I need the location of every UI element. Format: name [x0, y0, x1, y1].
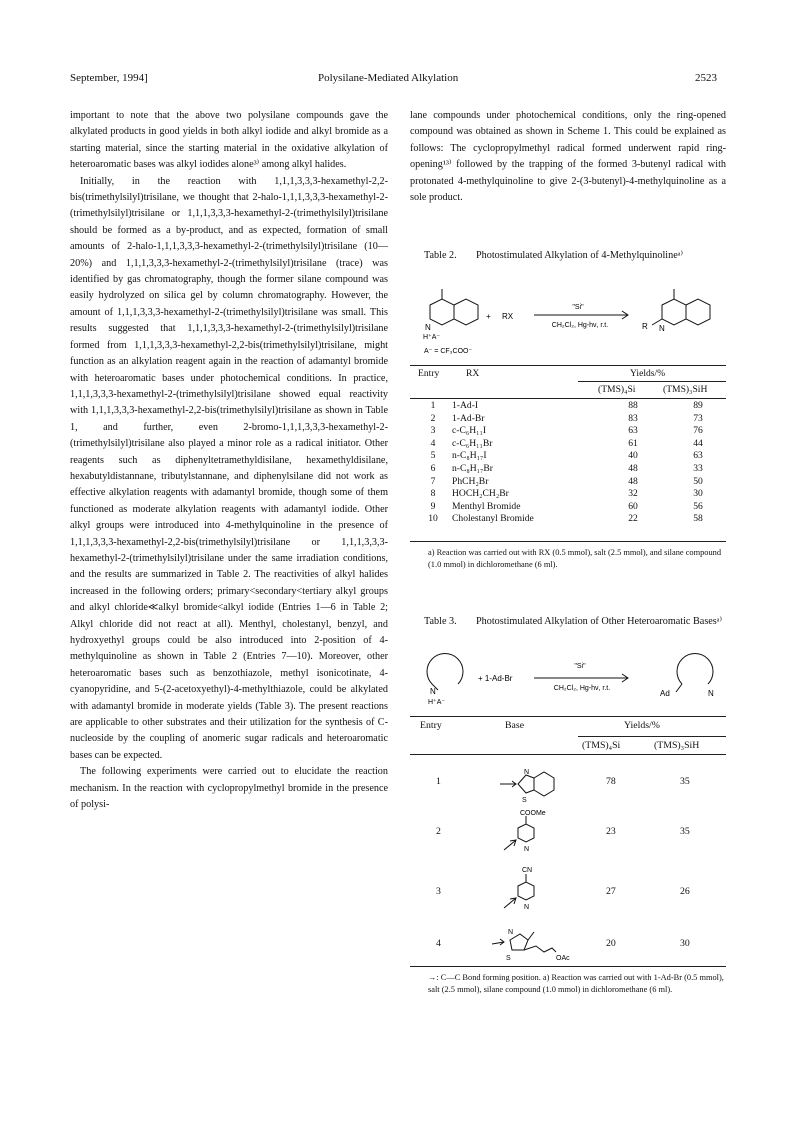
protonation-label: H⁺A⁻ [423, 334, 441, 341]
yield-tms3sih: 58 [693, 513, 703, 525]
yield-tms4si: 40 [628, 450, 638, 462]
running-header-title: Polysilane-Mediated Alkylation [318, 72, 459, 84]
entry-number: 4 [436, 938, 441, 949]
rx-cell: 1-Ad-Br [452, 412, 485, 424]
rx-cell: PhCH₂Br [452, 475, 489, 487]
rx-cell: Cholestanyl Bromide [452, 513, 534, 525]
entry-cell: 1 [430, 400, 436, 411]
entry-cell: 3 [430, 425, 436, 437]
right-column-paragraph: lane compounds under photochemical conditions, only the ring-opened compound was obtained as shown in Scheme 1. This could be explained as follows: The cyclopropylmethyl radical formed underwent rapid ring-opening¹³⁾ followed by the trapping of the formed 3-butenyl radical with protonated 4-methylquinoline to give 2-(3-butenyl)-4-methylquinoline as a sole product. [410, 110, 726, 204]
product-n-label: N [708, 689, 714, 698]
table3-header-yields: Yields/% [624, 720, 660, 731]
table2-header-tms4si: (TMS)₄Si [598, 384, 636, 395]
left-column [70, 108, 388, 813]
silane-reagent: "Si" [574, 663, 586, 670]
table-row [418, 438, 728, 451]
yield-tms3sih: 89 [693, 400, 703, 411]
table-row [418, 513, 728, 526]
yield-tms4si: 61 [628, 437, 638, 449]
yield-tms4si: 78 [606, 776, 616, 787]
entry-cell: 8 [430, 488, 436, 500]
entry-cell: 5 [430, 450, 436, 462]
table-row [410, 806, 726, 862]
table-row [418, 400, 728, 413]
table2-header-tms3sih: (TMS)₃SiH [663, 384, 708, 395]
rx-cell: HOCH₂CH₂Br [452, 488, 509, 500]
atom-cn: CN [522, 867, 533, 874]
benzothiazole-structure [498, 762, 568, 806]
table3-header-tms4si: (TMS)₄Si [582, 740, 621, 751]
atom-coome: COOMe [520, 810, 546, 817]
plus-sign: + [486, 312, 491, 321]
table-row [418, 488, 728, 501]
table-row [418, 463, 728, 476]
product-r-label: R [642, 322, 648, 331]
rx-cell: Menthyl Bromide [452, 500, 521, 512]
table3-header-subrule [578, 736, 726, 737]
silane-reagent: "Si" [572, 304, 584, 311]
yield-tms4si: 83 [628, 412, 638, 424]
table2-header-entry: Entry [418, 368, 440, 379]
conditions: CH₂Cl₂, Hg-hν, r.t. [551, 322, 609, 329]
table-row [418, 425, 728, 438]
table2-label: Table 2. [424, 250, 457, 261]
table2-header-subrule [578, 381, 726, 382]
table2-footnote: a) Reaction was carried out with RX (0.5 mmol), salt (2.5 mmol), and silane compound (1.0 mmol) in dichloromethane (6 ml). [428, 548, 722, 570]
rx-reagent: RX [502, 312, 514, 321]
rx-cell: 1-Ad-I [452, 400, 479, 411]
yield-tms4si: 63 [628, 425, 638, 437]
table3-caption [424, 614, 724, 629]
table-row [418, 413, 728, 426]
table2-bottom-rule [410, 541, 726, 542]
paragraph: important to note that the above two polysilane compounds gave the alkylated products in good yields in both alkyl iodide and alkyl bromide as a starting material, since the starting material in the oxidative alkylation of heteroaromatic bases was alkyl iodides alone³⁾ among alkyl halides. [70, 110, 388, 171]
entry-cell: 4 [430, 437, 436, 449]
paragraph: The following experiments were carried out to elucidate the reaction mechanism. In the reaction with cyclopropylmethyl bromide in the presence of polysi- [70, 766, 388, 811]
product-ad-label: Ad [660, 689, 670, 698]
yield-tms3sih: 76 [693, 425, 703, 437]
table3-top-rule [410, 716, 726, 717]
base-n-label: N [430, 687, 436, 696]
atom-n: N [508, 929, 514, 936]
yield-tms4si: 60 [628, 500, 638, 512]
yield-tms4si: 48 [628, 462, 638, 474]
entry-cell: 7 [430, 475, 436, 487]
counterion-label: A⁻ = CF₃COO⁻ [424, 348, 473, 355]
atom-n: N [524, 846, 530, 853]
adbr-reagent: + 1-Ad-Br [478, 674, 513, 683]
table2-reaction-scheme [410, 285, 730, 355]
table3-header-tms3sih: (TMS)₃SiH [654, 740, 700, 751]
page-number: 2523 [695, 72, 717, 84]
table3-reaction-scheme [410, 648, 730, 710]
yield-tms3sih: 73 [693, 412, 703, 424]
running-header-left: September, 1994] [70, 72, 148, 84]
table3-header-entry: Entry [420, 720, 442, 731]
table-row [410, 758, 726, 808]
yield-tms4si: 23 [606, 826, 616, 837]
yield-tms3sih: 50 [693, 475, 703, 487]
table2-header-rx: RX [466, 368, 480, 379]
rx-cell: c-C₆H₁₁Br [452, 437, 493, 449]
table-row [410, 860, 726, 916]
table-row [418, 501, 728, 514]
atom-oac: OAc [556, 955, 570, 962]
entry-cell: 10 [428, 513, 438, 525]
table3-bottom-rule [410, 966, 726, 967]
table3-header-rule [410, 754, 726, 755]
entry-cell: 9 [430, 500, 436, 512]
yield-tms4si: 22 [628, 513, 638, 525]
entry-number: 1 [436, 776, 441, 787]
yield-tms3sih: 35 [680, 776, 690, 787]
table2-header-yields: Yields/% [630, 368, 666, 379]
table3-label: Table 3. [424, 616, 457, 627]
entry-number: 3 [436, 886, 441, 897]
yield-tms3sih: 33 [693, 462, 703, 474]
yield-tms4si: 27 [606, 886, 616, 897]
entry-cell: 6 [430, 462, 436, 474]
yield-tms3sih: 56 [693, 500, 703, 512]
conditions: CH₂Cl₂, Hg-hν, r.t. [553, 685, 611, 692]
yield-tms3sih: 35 [680, 826, 690, 837]
table-row [418, 476, 728, 489]
yield-tms3sih: 26 [680, 886, 690, 897]
atom-n: N [524, 769, 530, 776]
rx-cell: n-C₈H₁₇Br [452, 462, 493, 474]
table-row [418, 450, 728, 463]
protonation-label: H⁺A⁻ [428, 699, 446, 706]
product-n-label: N [659, 324, 665, 333]
rx-cell: c-C₆H₁₁I [452, 425, 487, 437]
methyl-isonicotinate-structure [498, 806, 568, 862]
table2 [418, 400, 728, 526]
table2-header-rule [410, 398, 726, 399]
atom-s: S [522, 797, 527, 804]
paragraph: Initially, in the reaction with 1,1,1,3,3,3-hexamethyl-2,2-bis(trimethylsilyl)trisilane, we thought that 2-halo-1,1,1,3,3,3-hexamethyl-2-(trimethylsilyl)trisilane or 1,1,1,3,3,3-hexamethyl-2-(trimethylsilyl)trisilane should be formed as a by-product, and as expected, formation of small amounts of 2-halo-1,1,1,3,3,3-hexamethyl-2-(trimethylsilyl)trisilane (10—20%) and 1,1,1,3,3,3-hexamethyl-2-(trimethylsilyl)trisilane (trace) was identified by gas chromatography, though the former silane compound was easily hydrolyzed on silica gel by column chromatography. However, the amount of 1,1,1,3,3,3-hexamethyl-2-(trimethylsilyl)trisilane was small. This results suggested that 1,1,1,3,3,3-hexamethyl-2-(trimethylsilyl)trisilane formed from 1,1,1,3,3,3-hexamethyl-2,2-bis(trimethylsilyl)trisilane, might function as an alkylation reagent again in the reaction of adamantyl bromide with heteroaromatic bases under photochemical conditions. In practice, 1,1,1,3,3,3-hexamethyl-2-(trimethylsilyl)trisilane showed equal reactivity with 1,1,1,3,3,3-hexamethyl-2,2-bis(trimethylsilyl)trisilane as shown in Table 1, and further, even 2-bromo-1,1,1,3,3,3-hexamethyl-2-(trimethylsilyl)trisilane also played a minor role as a radical initiator. Other reagents such as diphenyltetramethyldisilane, hexamethyldisilane, hexabutyldistannane, tributylstannane, and diphenylsilane did not work as effective alkylation reagents with adamantyl bromide, though some of them functioned as moderate alkylation reagents with adamantyl iodide. Other alkyl groups were introduced into 4-methylquinoline in the presence of 1,1,1,3,3,3-hexamethyl-2,2-bis(trimethylsilyl)trisilane or 1,1,1,3,3,3-hexamethyl-2-(trimethylsilyl)trisilane under the same irradiation conditions, and the results are summarized in Table 2. The reactivities of alkyl halides increased in the following orders; primary<secondary<tertiary alkyl groups and alkyl chloride≪alkyl bromide<alkyl iodide (Entries 1—6 in Table 2; Alkyl chloride did not react at all). Menthyl, cholestanyl, benzyl, and hydroxyethyl groups could be also introduced into 2-position of 4-methylquinoline as shown in Table 2 (Entries 7—10). Moreover, other heteroaromatic bases such as benzothiazole, methyl isonicotinate, 4-cyanopyridine, and 5-(2-acetoxyethyl)-4-methylthiazole, could be alkylated with adamantyl bromide in moderate yields (Table 3). The present reactions are applicable to other substrates and their utilization for the synthesis of C-nucleoside by the coupling of anomeric sugar radicals and heteroaromatic bases can be expected. [70, 175, 388, 761]
entry-number: 2 [436, 826, 441, 837]
yield-tms3sih: 63 [693, 450, 703, 462]
cyanopyridine-structure [498, 862, 568, 918]
table-row [410, 918, 726, 964]
yield-tms4si: 32 [628, 488, 638, 500]
table3-header-base: Base [505, 720, 525, 731]
yield-tms4si: 48 [628, 475, 638, 487]
yield-tms3sih: 30 [693, 488, 703, 500]
yield-tms3sih: 30 [680, 938, 690, 949]
yield-tms3sih: 44 [693, 437, 703, 449]
quinoline-n-label: N [425, 323, 431, 332]
table2-top-rule [410, 365, 726, 366]
yield-tms4si: 20 [606, 938, 616, 949]
table2-caption [424, 248, 724, 263]
yield-tms4si: 88 [628, 400, 638, 411]
thiazole-structure [490, 918, 580, 964]
atom-n: N [524, 904, 530, 911]
atom-s: S [506, 955, 511, 962]
table3-footnote: →: C—C Bond forming position. a) Reaction was carried out with 1-Ad-Br (0.5 mmol), salt (2.5 mmol), silane compound (1.0 mmol) in dichloromethane (6 ml). [428, 973, 724, 995]
rx-cell: n-C₈H₁₇I [452, 450, 487, 462]
table3-title: Photostimulated Alkylation of Other Heteroaromatic Basesᵃ⁾ [476, 616, 723, 627]
table2-title: Photostimulated Alkylation of 4-Methylquinolineᵃ⁾ [476, 250, 684, 261]
entry-cell: 2 [430, 412, 436, 424]
